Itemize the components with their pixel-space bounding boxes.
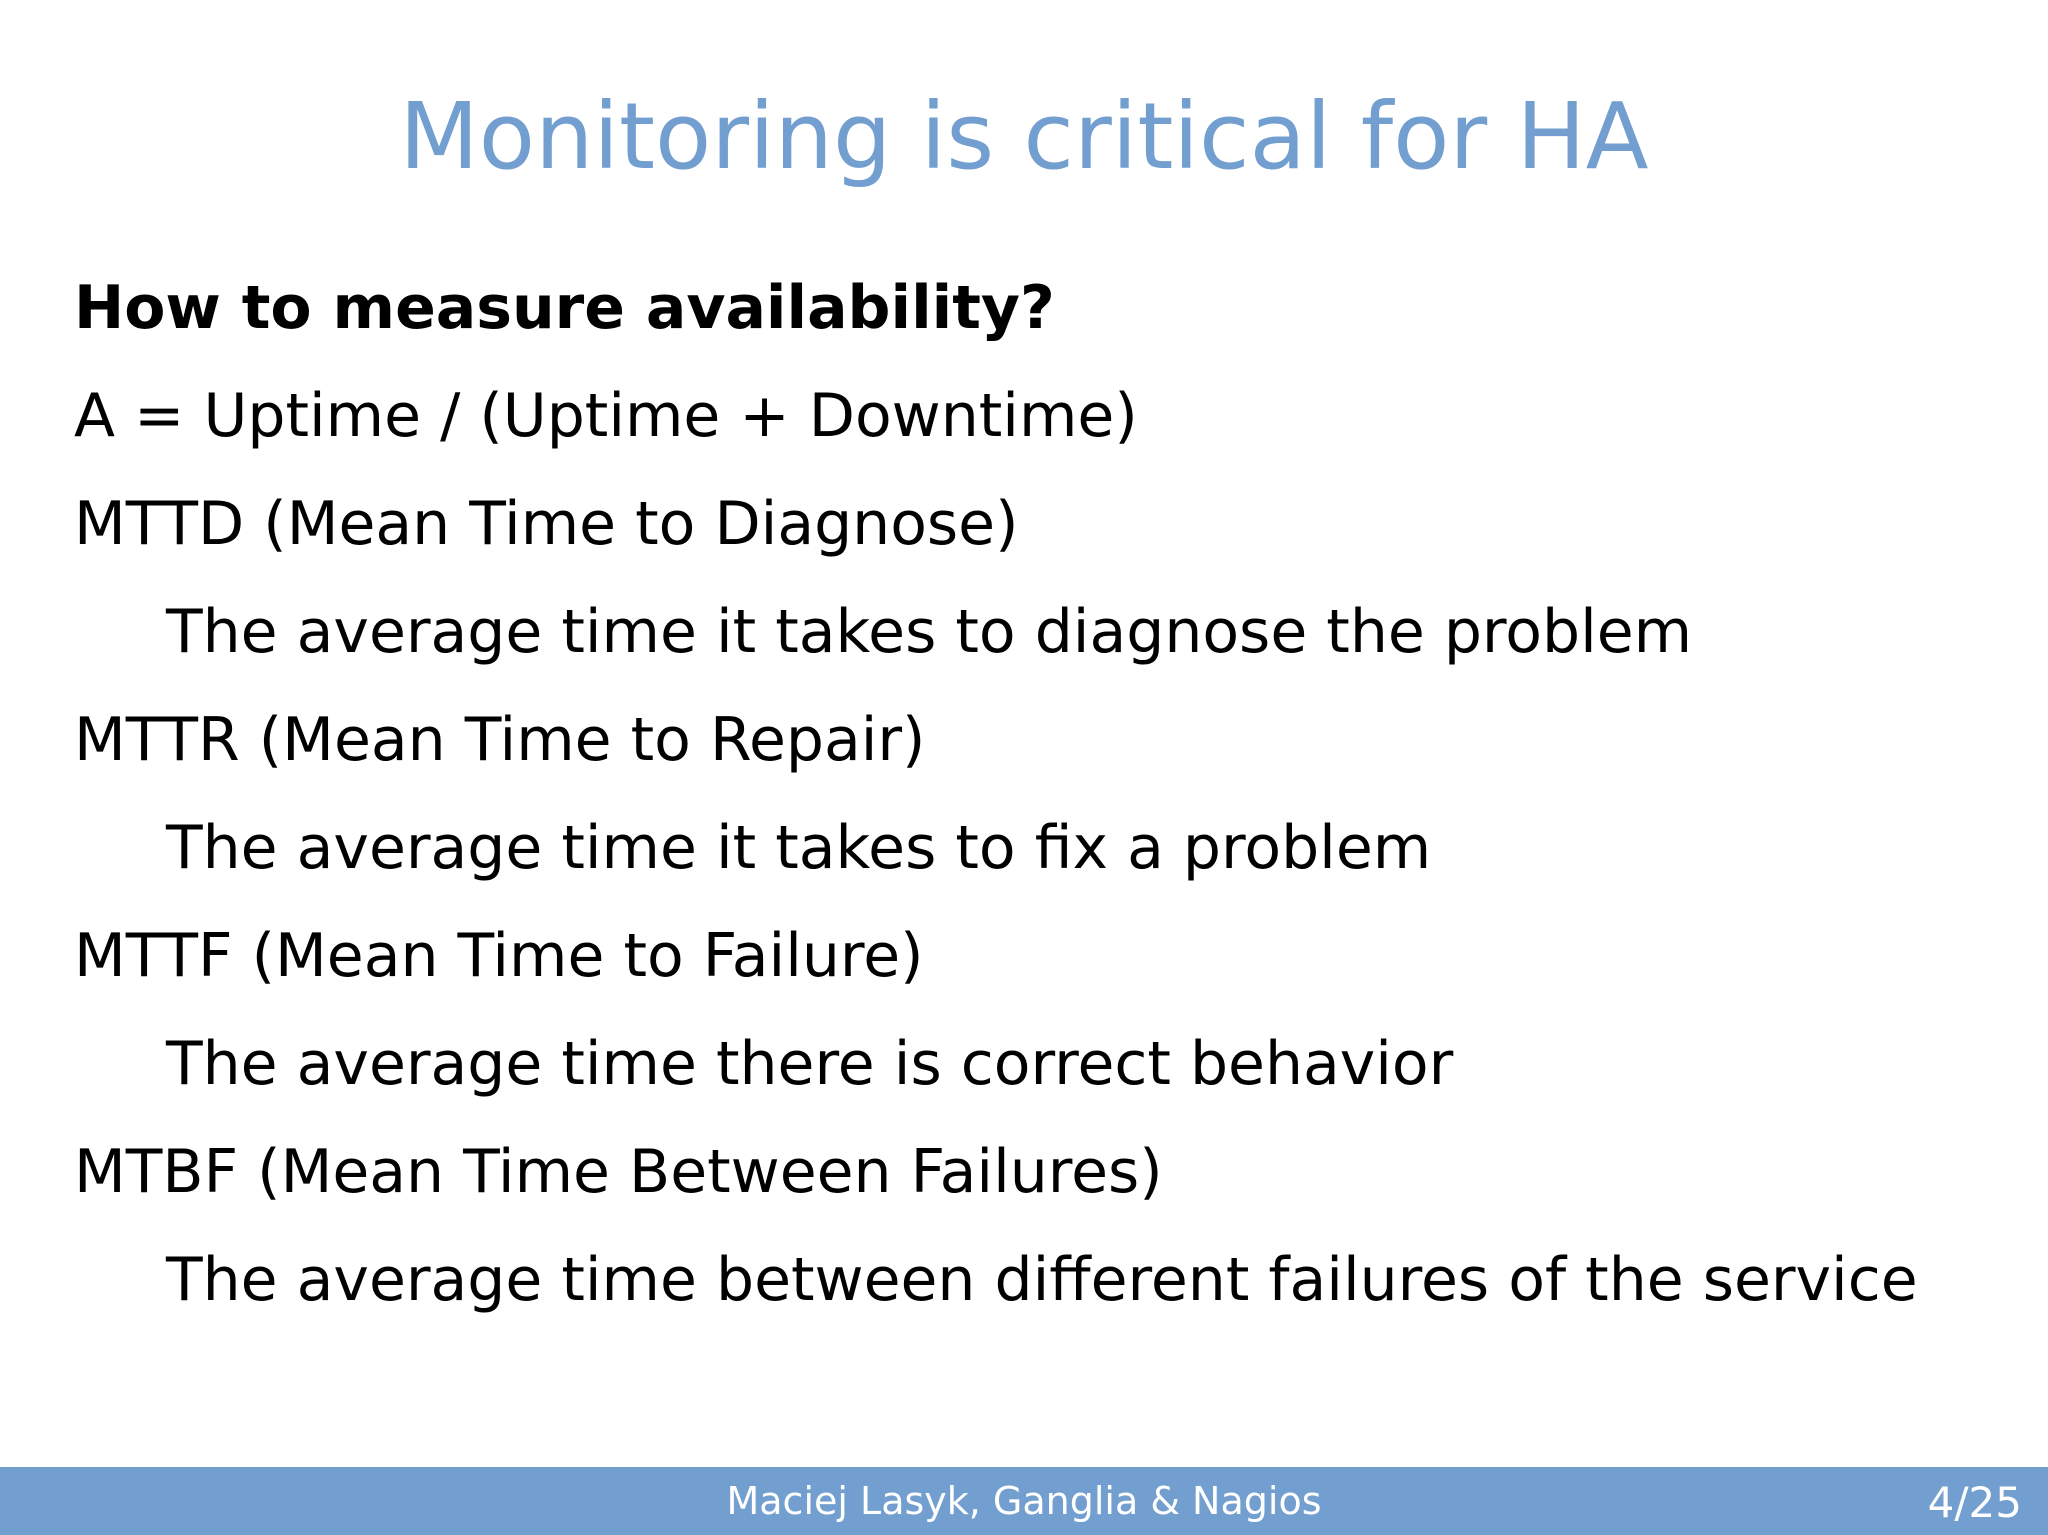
definition-mttd: The average time it takes to diagnose the problem [166,597,1693,667]
definition-mttr: The average time it takes to fix a problem [166,813,1432,883]
definition-mtbf: The average time between different failures of the service [166,1245,1918,1315]
term-mttr: MTTR (Mean Time to Repair) [74,705,926,775]
footer-bar [0,1467,2048,1535]
slide-title: Monitoring is critical for HA [399,83,1649,190]
definition-mttf: The average time there is correct behavior [166,1029,1454,1099]
footer-author: Maciej Lasyk, Ganglia & Nagios [726,1479,1322,1523]
term-mtbf: MTBF (Mean Time Between Failures) [74,1137,1163,1207]
section-heading: How to measure availability? [74,273,1055,343]
availability-formula: A = Uptime / (Uptime + Downtime) [74,381,1138,451]
term-mttd: MTTD (Mean Time to Diagnose) [74,489,1019,559]
page-number: 4/25 [1927,1478,2022,1527]
term-mttf: MTTF (Mean Time to Failure) [74,921,924,991]
